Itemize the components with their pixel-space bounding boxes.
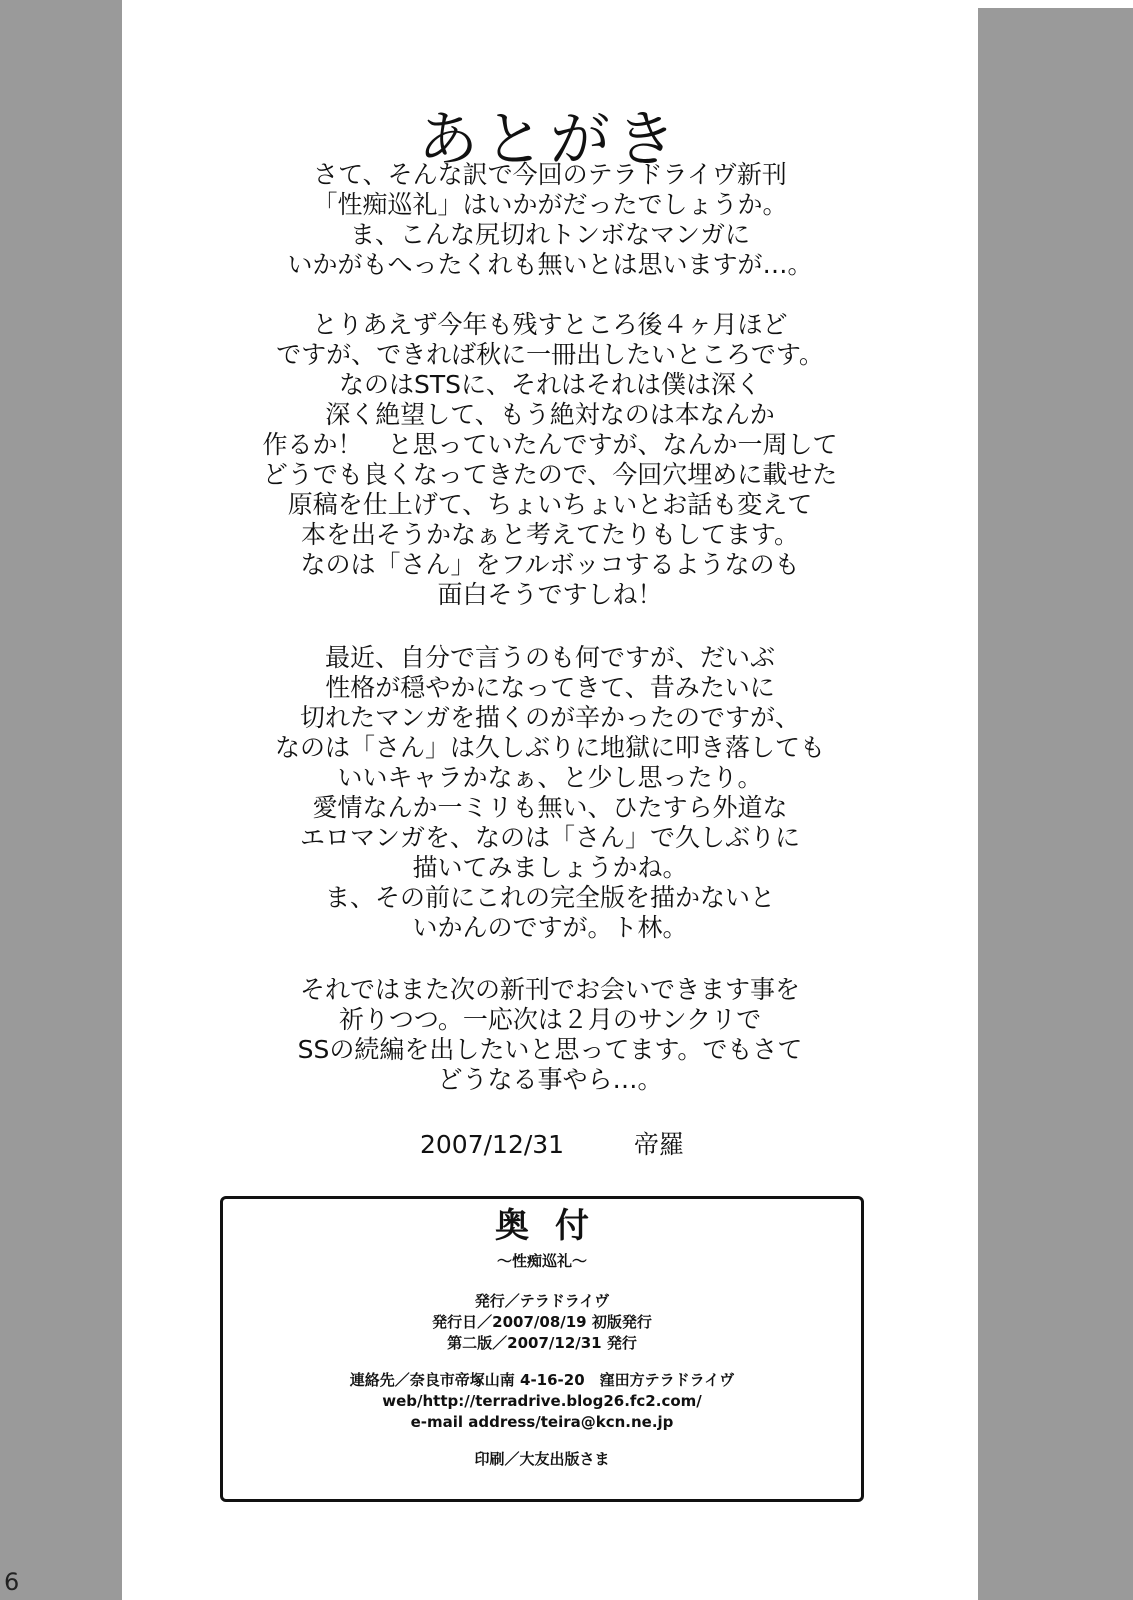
text-line: 祈りつつ。一応次は２月のサンクリで <box>338 1005 762 1034</box>
text-line: それではまた次の新刊でお会いできます事を <box>299 975 800 1004</box>
second-edition-line: 第二版／2007/12/31 発行 <box>447 1334 637 1352</box>
printer-line: 印刷／大友出版さま <box>474 1450 610 1468</box>
text-line: 「性痴巡礼」はいかがだったでしょうか。 <box>312 190 788 219</box>
first-edition-line: 発行日／2007/08/19 初版発行 <box>432 1313 652 1331</box>
text-line: なのは「さん」をフルボッコするようなのも <box>300 550 800 579</box>
text-line: 最近、自分で言うのも何ですが、だいぶ <box>324 643 775 672</box>
text-line: エロマンガを、なのは「さん」で久しぶりに <box>299 823 800 852</box>
afterword-paragraph-4 <box>160 975 940 1095</box>
page-number: 6 <box>4 1568 20 1596</box>
text-line: ま、こんな尻切れトンボなマンガに <box>349 220 750 249</box>
text-line: 原稿を仕上げて、ちょいちょいとお話も変えて <box>287 490 813 519</box>
address-line: 連絡先／奈良市帝塚山南 4-16-20 窪田方テラドライヴ <box>349 1371 735 1389</box>
text-line: 愛情なんか一ミリも無い、ひたすら外道な <box>312 793 788 822</box>
contact-info <box>223 1370 861 1433</box>
printing-info <box>223 1449 861 1470</box>
colophon-box <box>220 1196 864 1502</box>
text-line: いかがもへったくれも無いとは思いますが…。 <box>287 250 813 279</box>
text-line: なのは「さん」は久しぶりに地獄に叩き落しても <box>274 733 825 762</box>
text-line: 作るか！ と思っていたんですが、なんか一周して <box>262 430 838 459</box>
text-line: どうでも良くなってきたので、今回穴埋めに載せた <box>262 460 838 489</box>
right-gray-margin <box>978 8 1133 1600</box>
text-line: ま、その前にこれの完全版を描かないと <box>324 883 775 912</box>
text-line: とりあえず今年も残すところ後４ヶ月ほど <box>312 310 788 339</box>
text-line: 深く絶望して、もう絶対なのは本なんか <box>325 400 775 429</box>
colophon-title: 奥付 <box>495 1206 615 1246</box>
email-line: e-mail address/teira@kcn.ne.jp <box>410 1413 674 1431</box>
text-line: いいキャラかなぁ、と少し思ったり。 <box>337 763 763 792</box>
afterword-paragraph-3 <box>160 643 940 943</box>
text-line: さて、そんな訳で今回のテラドライヴ新刊 <box>313 160 787 189</box>
signature-date: 2007/12/31 <box>420 1130 565 1159</box>
afterword-signature <box>420 1125 684 1161</box>
signature-author: 帝羅 <box>634 1130 685 1159</box>
afterword-paragraph-1 <box>160 160 940 280</box>
page-title: あとがき <box>418 105 682 176</box>
afterword-paragraph-2 <box>160 310 940 610</box>
publisher-line: 発行／テラドライヴ <box>474 1292 610 1310</box>
text-line: 面白そうですしね！ <box>437 580 663 609</box>
web-line: web/http://terradrive.blog26.fc2.com/ <box>382 1392 702 1410</box>
text-line: 本を出そうかなぁと考えてたりもしてます。 <box>300 520 799 549</box>
colophon-subtitle: ～性痴巡礼～ <box>496 1252 587 1270</box>
text-line: 性格が穏やかになってきて、昔みたいに <box>325 673 775 702</box>
publication-info <box>223 1291 861 1354</box>
text-line: ですが、できれば秋に一冊出したいところです。 <box>276 340 824 369</box>
text-line: いかんのですが。ト林。 <box>412 913 688 942</box>
text-line: 切れたマンガを描くのが辛かったのですが、 <box>299 703 800 732</box>
text-line: SSの続編を出したいと思ってます。でもさて <box>297 1035 803 1064</box>
text-line: なのはSTSに、それはそれは僕は深く <box>338 370 761 399</box>
text-line: 描いてみましょうかね。 <box>412 853 688 882</box>
left-gray-margin <box>0 0 122 1600</box>
text-line: どうなる事やら…。 <box>437 1065 663 1094</box>
